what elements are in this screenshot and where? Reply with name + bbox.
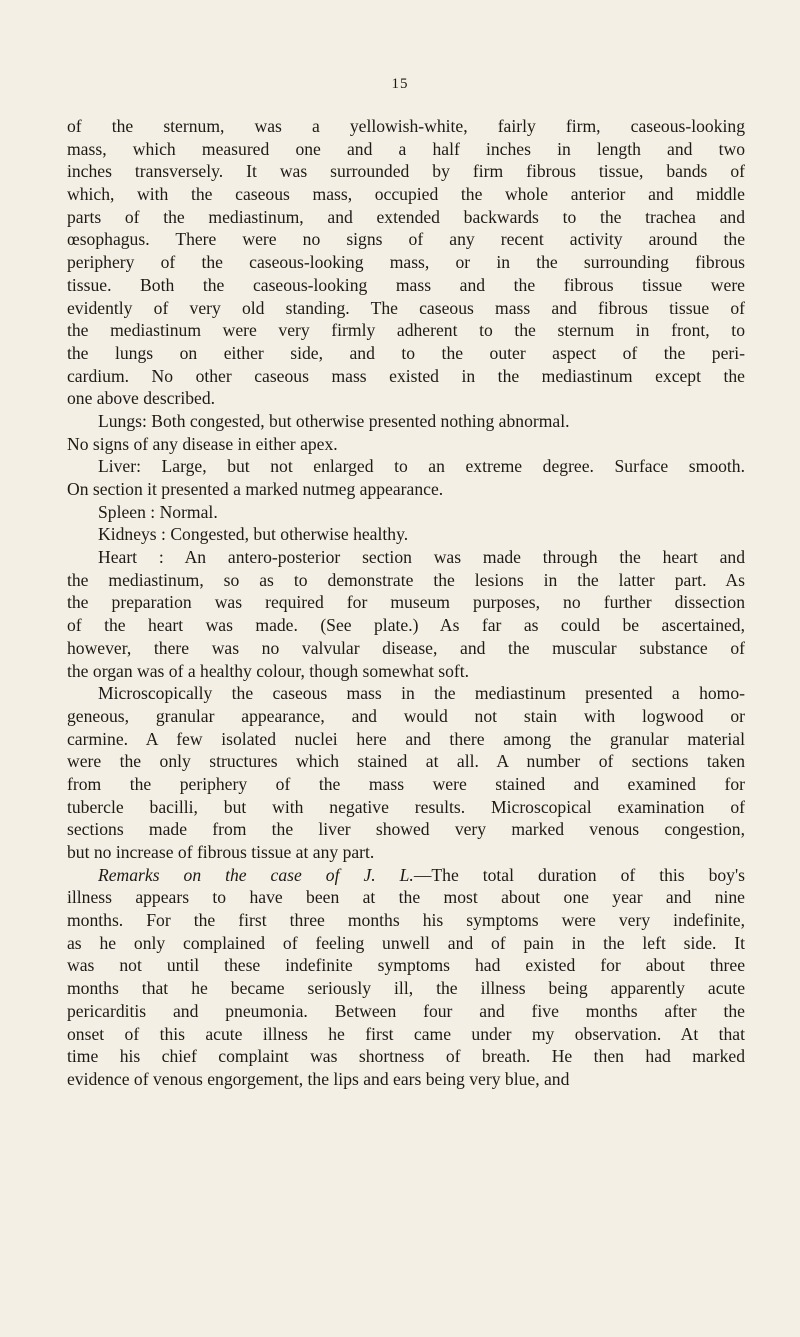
text-line: as he only complained of feeling unwell and of pain in the left side. It [67, 932, 745, 953]
text-line-lungs: Lungs: Both congested, but otherwise presented nothing abnormal. [98, 410, 570, 431]
text-line: were the only structures which stained at all. A number of sections taken [67, 751, 745, 772]
text-line: the mediastinum were very firmly adherent to the sternum in front, to [67, 320, 745, 341]
text-line: No signs of any disease in either apex. [67, 433, 338, 454]
text-line: which, with the caseous mass, occupied the whole anterior and middle [67, 184, 745, 205]
text-line: pericarditis and pneumonia. Between four and five months after the [67, 1000, 745, 1021]
page-number: 15 [391, 76, 409, 92]
text-line: time his chief complaint was shortness of breath. He then had marked [67, 1046, 745, 1067]
text-line: parts of the mediastinum, and extended backwards to the trachea and [67, 206, 745, 227]
text-line: illness appears to have been at the most about one year and nine [67, 887, 745, 908]
remarks-text: —The total duration of this boy's [413, 864, 745, 885]
text-line: months that he became seriously ill, the illness being apparently acute [67, 978, 745, 999]
text-line: the lungs on either side, and to the outer aspect of the peri- [67, 342, 745, 363]
text-line-liver: Liver: Large, but not enlarged to an extreme degree. Surface smooth. [98, 456, 745, 477]
text-line: mass, which measured one and a half inches in length and two [67, 138, 745, 159]
remarks-line [67, 864, 745, 887]
text-line: the preparation was required for museum purposes, no further dissection [67, 592, 745, 613]
text-line-heart: Heart : An antero-posterior section was made through the heart and [98, 547, 745, 568]
text-line: On section it presented a marked nutmeg appearance. [67, 479, 444, 499]
text-line: of the heart was made. (See plate.) As far as could be ascertained, [67, 615, 745, 636]
text-line: months. For the first three months his symptoms were very indefinite, [67, 910, 745, 931]
text-line-kidneys: Kidneys : Congested, but otherwise healthy. [98, 524, 409, 545]
text-line: evidently of very old standing. The caseous mass and fibrous tissue of [67, 297, 745, 318]
text-line: the organ was of a healthy colour, though somewhat soft. [67, 660, 470, 681]
text-line: sections made from the liver showed very marked venous congestion, [67, 819, 745, 840]
text-line: the mediastinum, so as to demonstrate the lesions in the latter part. As [67, 569, 745, 590]
text-line-microscopy: Microscopically the caseous mass in the mediastinum presented a homo- [98, 683, 745, 704]
text-line: cardium. No other caseous mass existed in the mediastinum except the [67, 365, 745, 386]
text-line: from the periphery of the mass were stained and examined for [67, 773, 745, 794]
text-line: carmine. A few isolated nuclei here and there among the granular material [67, 728, 745, 749]
text-line: however, there was no valvular disease, and the muscular substance of [67, 637, 745, 658]
text-line: tubercle bacilli, but with negative results. Microscopical examination of [67, 796, 745, 817]
remarks-heading: Remarks on the case of J. L. [98, 864, 414, 885]
text-line: tissue. Both the caseous-looking mass and the fibrous tissue were [67, 274, 745, 295]
text-line: inches transversely. It was surrounded by firm fibrous tissue, bands of [67, 161, 745, 182]
body-text [67, 115, 745, 1091]
text-line: periphery of the caseous-looking mass, or in the surrounding fibrous [67, 252, 745, 273]
text-line-spleen: Spleen : Normal. [98, 501, 218, 522]
text-line: of the sternum, was a yellowish-white, fairly firm, caseous-looking [67, 116, 745, 136]
text-line: one above described. [67, 388, 216, 409]
text-line: geneous, granular appearance, and would not stain with logwood or [67, 705, 745, 726]
text-line: was not until these indefinite symptoms had existed for about three [67, 955, 745, 976]
text-line: onset of this acute illness he first came under my observation. At that [67, 1023, 745, 1044]
text-line: œsophagus. There were no signs of any recent activity around the [67, 229, 745, 250]
text-line: evidence of venous engorgement, the lips and ears being very blue, and [67, 1068, 570, 1089]
text-line: but no increase of fibrous tissue at any part. [67, 842, 375, 862]
